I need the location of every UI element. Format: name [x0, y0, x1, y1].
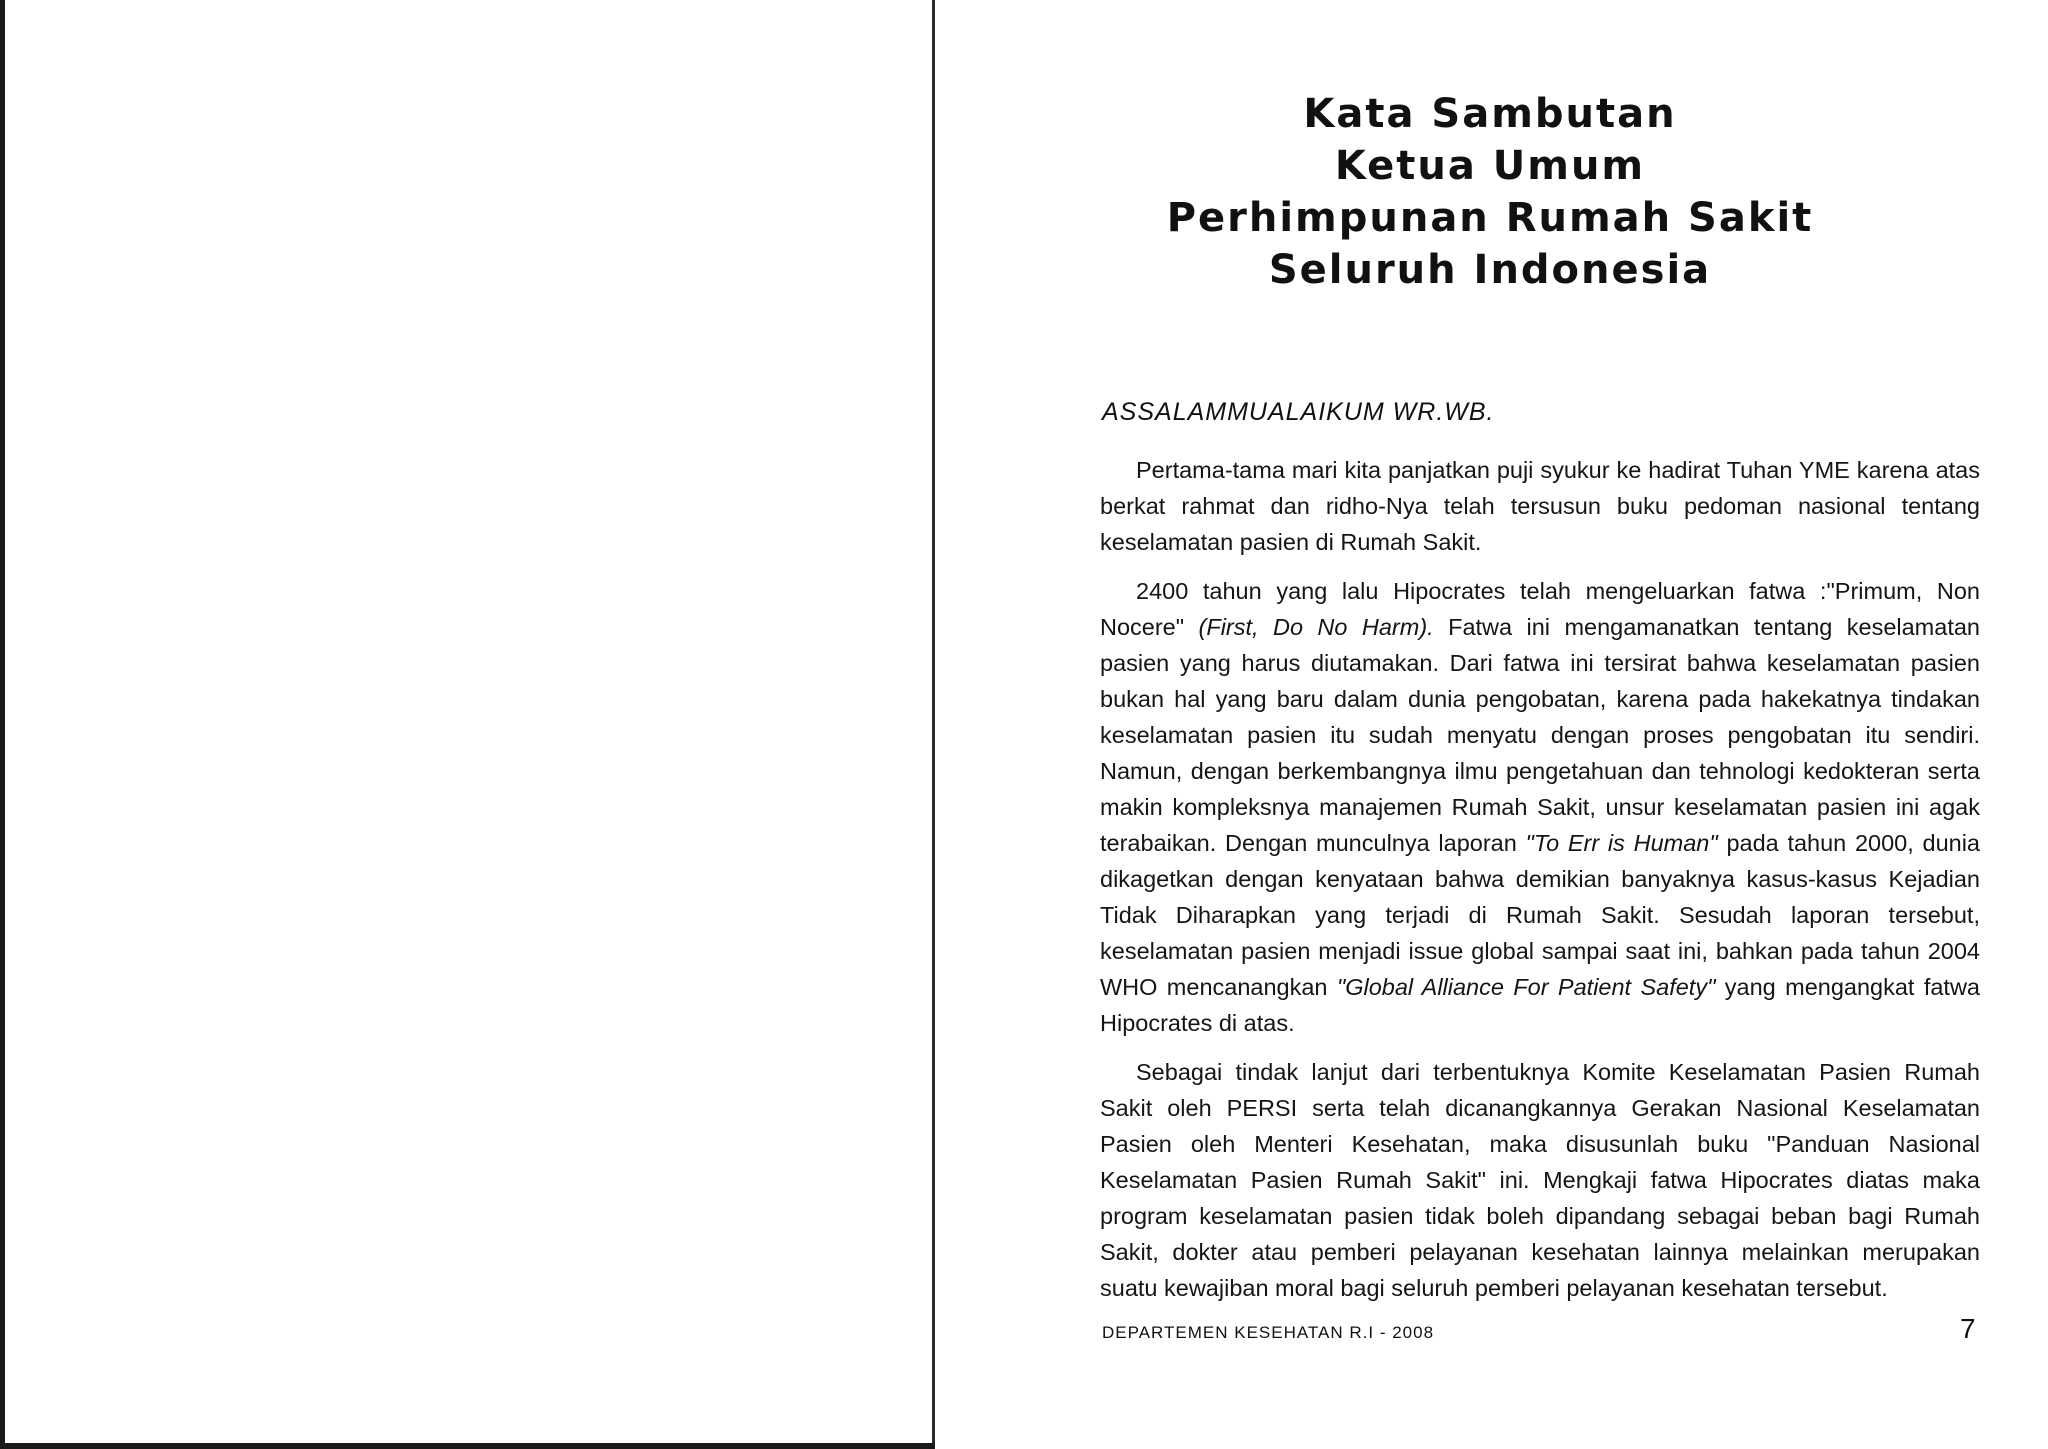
paragraph-2-italic-global-alliance: "Global Alliance For Patient Safety" [1336, 974, 1716, 1000]
paragraph-2-italic-first-do-no-harm: (First, Do No Harm). [1198, 614, 1434, 640]
page-number: 7 [1960, 1313, 1976, 1344]
footer-publisher: DEPARTEMEN KESEHATAN R.I - 2008 [1102, 1323, 1435, 1342]
paragraph-3: Sebagai tindak lanjut dari terbentuknya Komite Keselamatan Pasien Rumah Sakit oleh PERSI serta telah dicanangkannya Gerakan Nasional Keselamatan Pasien oleh Menteri Kesehatan, maka disusunlah buku "Panduan Nasional Keselamatan Pasien Rumah Sakit" ini. Mengkaji fatwa Hipocrates diatas maka program keselamatan pasien tidak boleh dipandang sebagai beban bagi Rumah Sakit, dokter atau pemberi pelayanan kesehatan lainnya melainkan merupakan suatu kewajiban moral bagi seluruh pemberi pelayanan kesehatan tersebut. [1100, 1059, 1980, 1301]
paragraph-1: Pertama-tama mari kita panjatkan puji syukur ke hadirat Tuhan YME karena atas berkat rahmat dan ridho-Nya telah tersusun buku pedoman nasional tentang keselamatan pasien di Rumah Sakit. [1100, 457, 1980, 555]
paragraph-2-part-c: pada tahun 2000, dunia dikagetkan dengan kenyataan bahwa demikian banyaknya kasus-kasus Kejadian Tidak Diharapkan yang terjadi di Rumah Sakit. Sesudah laporan tersebut, keselamatan pasien menjadi issue global sampai saat ini, bahkan pada tahun 2004 WHO mencanangkan [1100, 830, 1981, 1000]
paragraph-2 [1100, 573, 1980, 1041]
left-page-outer-edge [0, 0, 5, 1449]
blank-left-page [0, 0, 935, 1449]
body-text [1100, 452, 1980, 1319]
paragraph-2-italic-to-err-is-human: "To Err is Human" [1525, 830, 1718, 856]
title-line-1: Kata Sambutan [1303, 91, 1677, 137]
title-line-4: Seluruh Indonesia [1268, 247, 1712, 293]
title-line-2: Ketua Umum [1334, 143, 1646, 189]
left-page-bottom-edge [0, 1443, 935, 1449]
salutation: ASSALAMMUALAIKUM WR.WB. [1102, 398, 1495, 426]
book-spine-gutter [932, 0, 935, 1449]
right-page [940, 0, 2048, 1449]
paragraph-2-part-a: 2400 tahun yang lalu Hipocrates telah mengeluarkan fatwa :"Primum, Non Nocere" [1100, 578, 1980, 640]
title-line-3: Perhimpunan Rumah Sakit [1166, 195, 1814, 241]
paragraph-2-part-d: yang mengangkat fatwa Hipocrates di atas. [1100, 974, 1980, 1036]
page-title [1040, 88, 1940, 296]
paragraph-2-part-b: Fatwa ini mengamanatkan tentang keselamatan pasien yang harus diutamakan. Dari fatwa ini tersirat bahwa keselamatan pasien bukan hal yang baru dalam dunia pengobatan, karena pada hakekatnya tindakan keselamatan pasien itu sudah menyatu dengan proses pengobatan itu sendiri. Namun, dengan berkembangnya ilmu pengetahuan dan tehnologi kedokteran serta makin kompleksnya manajemen Rumah Sakit, unsur keselamatan pasien ini agak terabaikan. Dengan munculnya laporan [1100, 614, 1980, 856]
